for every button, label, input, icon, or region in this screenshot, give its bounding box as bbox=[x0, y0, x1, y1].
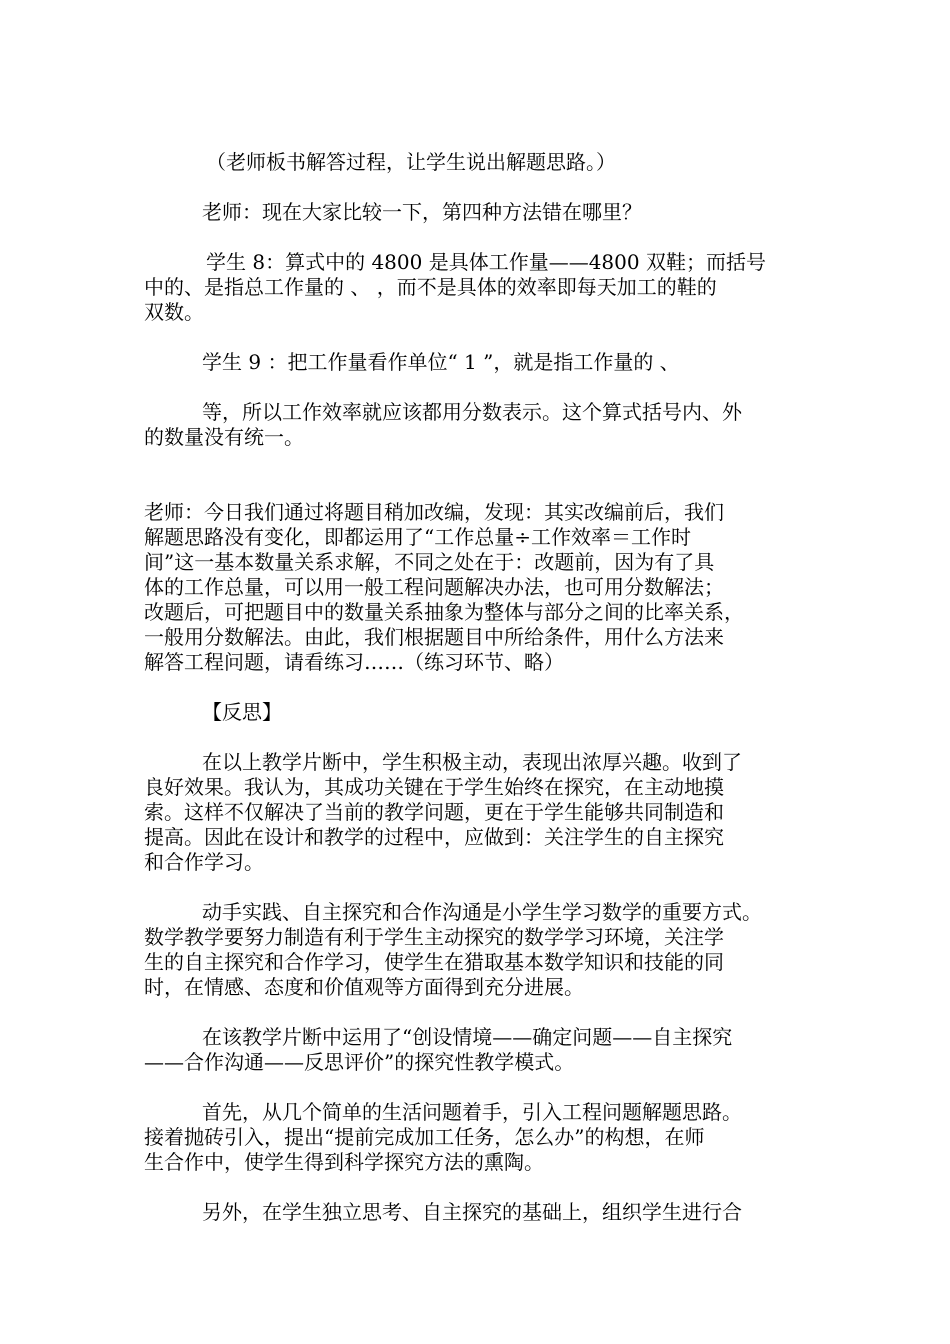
paragraph-student-9-continued bbox=[144, 400, 814, 450]
text-line: 学生 9 ：把工作量看作单位“ 1 ”，就是指工作量的 、 bbox=[202, 350, 680, 374]
text-line: 数学教学要努力制造有利于学生主动探究的数学学习环境，关注学 bbox=[144, 925, 724, 949]
text-line: 的数量没有统一。 bbox=[144, 425, 304, 449]
paragraph-reflection-1 bbox=[144, 750, 814, 875]
paragraph-reflection-3 bbox=[144, 1025, 814, 1075]
text-line: 中的、是指总工作量的 、 ，而不是具体的效率即每天加工的鞋的 bbox=[144, 275, 717, 299]
text-line: 时，在情感、态度和价值观等方面得到充分进展。 bbox=[144, 975, 584, 999]
text-line: 首先，从几个简单的生活问题着手，引入工程问题解题思路。 bbox=[202, 1100, 742, 1124]
text-line: ——合作沟通——反思评价”的探究性教学模式。 bbox=[144, 1050, 575, 1074]
text-line: 生的自主探究和合作学习，使学生在猎取基本数学知识和技能的同 bbox=[144, 950, 724, 974]
paragraph-teacher-board-note bbox=[144, 150, 814, 175]
paragraph-reflection-4 bbox=[144, 1100, 814, 1175]
text-line: 老师：现在大家比较一下，第四种方法错在哪里？ bbox=[202, 200, 642, 224]
text-line: 改题后，可把题目中的数量关系抽象为整体与部分之间的比率关系， bbox=[144, 600, 744, 624]
paragraph-teacher-summary bbox=[144, 500, 814, 675]
text-line: 解答工程问题，请看练习……（练习环节、略） bbox=[144, 650, 564, 674]
text-line: 学生 8：算式中的 4800 是具体工作量——4800 双鞋；而括号 bbox=[206, 250, 766, 274]
text-line: 生合作中，使学生得到科学探究方法的熏陶。 bbox=[144, 1150, 544, 1174]
text-line: 老师：今日我们通过将题目稍加改编，发现：其实改编前后，我们 bbox=[144, 500, 724, 524]
text-line: 另外，在学生独立思考、自主探究的基础上，组织学生进行合 bbox=[202, 1200, 742, 1224]
section-heading-reflection bbox=[144, 700, 814, 725]
paragraph-student-9 bbox=[144, 350, 814, 375]
text-line: 索。这样不仅解决了当前的教学问题，更在于学生能够共同制造和 bbox=[144, 800, 724, 824]
text-line: 解题思路没有变化，即都运用了“工作总量÷工作效率＝工作时 bbox=[144, 525, 691, 549]
paragraph-teacher-question bbox=[144, 200, 814, 225]
text-line: 间”这一基本数量关系求解，不同之处在于：改题前，因为有了具 bbox=[144, 550, 715, 574]
text-line: 接着抛砖引入，提出“提前完成加工任务，怎么办”的构想，在师 bbox=[144, 1125, 705, 1149]
text-line: 和合作学习。 bbox=[144, 850, 264, 874]
text-line: 在以上教学片断中，学生积极主动，表现出浓厚兴趣。收到了 bbox=[202, 750, 742, 774]
paragraph-reflection-5 bbox=[144, 1200, 814, 1225]
text-line: 提高。因此在设计和教学的过程中，应做到：关注学生的自主探究 bbox=[144, 825, 724, 849]
text-line: 良好效果。我认为，其成功关键在于学生始终在探究，在主动地摸 bbox=[144, 775, 724, 799]
paragraph-student-8 bbox=[144, 250, 814, 325]
text-line: 【反思】 bbox=[202, 700, 282, 724]
text-line: 等，所以工作效率就应该都用分数表示。这个算式括号内、外 bbox=[202, 400, 742, 424]
text-line: 动手实践、自主探究和合作沟通是小学生学习数学的重要方式。 bbox=[202, 900, 762, 924]
text-line: 一般用分数解法。由此，我们根据题目中所给条件，用什么方法来 bbox=[144, 625, 724, 649]
text-line: （老师板书解答过程，让学生说出解题思路。） bbox=[206, 150, 616, 174]
text-line: 双数。 bbox=[144, 300, 204, 324]
text-line: 在该教学片断中运用了“创设情境——确定问题——自主探究 bbox=[202, 1025, 733, 1049]
paragraph-reflection-2 bbox=[144, 900, 814, 1000]
text-line: 体的工作总量，可以用一般工程问题解决办法，也可用分数解法； bbox=[144, 575, 724, 599]
